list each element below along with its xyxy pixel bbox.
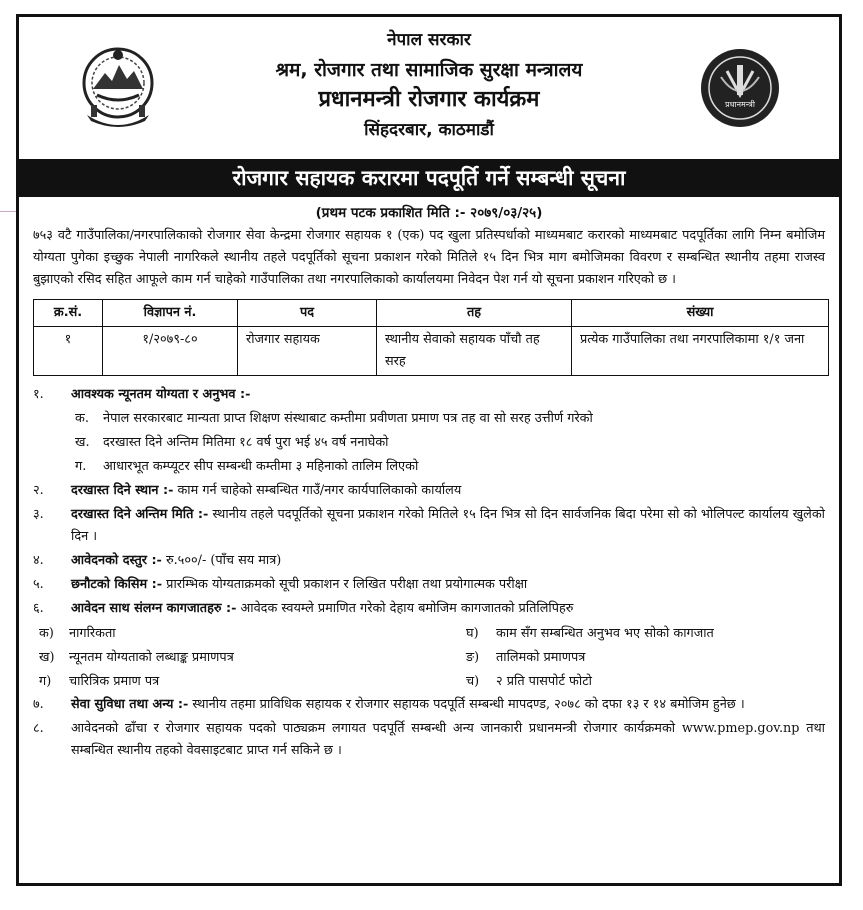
item-title: आवेदनको दस्तुर :- bbox=[71, 553, 162, 568]
document-item bbox=[432, 622, 825, 646]
item-number: ७. bbox=[33, 697, 44, 712]
doc-text: २ प्रति पासपोर्ट फोटो bbox=[496, 674, 592, 689]
doc-marker: ग) bbox=[39, 674, 52, 689]
table-cell: १/२०७९-८० bbox=[103, 327, 238, 376]
list-item bbox=[33, 550, 825, 572]
sub-item bbox=[75, 432, 825, 454]
item-text: काम गर्न चाहेको सम्बन्धित गाउँ/नगर कार्यपालिकाको कार्यालय bbox=[173, 483, 462, 498]
table-cell: प्रत्येक गाउँपालिका तथा नगरपालिकामा १/१ जना bbox=[572, 327, 829, 376]
list-item bbox=[33, 480, 825, 502]
item-text: स्थानीय तहमा प्राविधिक सहायक र रोजगार सहायक पदपूर्ति सम्बन्धी मापदण्ड, २०७८ को दफा १३ र १४ बमोजिम हुनेछ । bbox=[188, 697, 745, 712]
doc-marker: ङ) bbox=[466, 650, 480, 665]
item-title: दरखास्त दिने स्थान :- bbox=[71, 483, 174, 498]
item-text: आवेदनको ढाँचा र रोजगार सहायक पदको पाठ्यक्रम लगायत पदपूर्ति सम्बन्धी अन्य जानकारी प्रधानमन्त्री रोजगार कार्यक्रमको www.pmep.gov.np तथा सम्बन्धित स्थानीय तहको वेवसाइटबाट प्राप्त गर्न सकिने छ । bbox=[71, 721, 825, 758]
item-text: प्रारम्भिक योग्यताक्रमको सूची प्रकाशन र लिखित परीक्षा तथा प्रयोगात्मक परीक्षा bbox=[162, 577, 528, 592]
doc-marker: क) bbox=[39, 626, 54, 641]
item-number: १. bbox=[33, 387, 44, 402]
document-item bbox=[432, 646, 825, 670]
notice-title-banner: रोजगार सहायक करारमा पदपूर्ति गर्ने सम्बन्धी सूचना bbox=[19, 159, 839, 197]
sub-item bbox=[75, 456, 825, 478]
doc-text: काम सँग सम्बन्धित अनुभव भए सोको कागजात bbox=[496, 626, 714, 641]
list-item bbox=[33, 718, 825, 762]
document-item bbox=[432, 670, 825, 694]
ministry-title: श्रम, रोजगार तथा सामाजिक सुरक्षा मन्त्रालय bbox=[275, 59, 583, 81]
sub-text: आधारभूत कम्प्यूटर सीप सम्बन्धी कम्तीमा ३ महिनाको तालिम लिएको bbox=[103, 459, 419, 474]
document-item bbox=[39, 622, 432, 646]
vacancy-table bbox=[33, 299, 829, 376]
sub-marker: ख. bbox=[75, 435, 90, 450]
table-header-cell: क्र.सं. bbox=[34, 300, 103, 327]
notice-items bbox=[33, 384, 825, 762]
margin-line bbox=[0, 211, 16, 212]
notice-header bbox=[19, 17, 839, 159]
item-title: आवश्यक न्यूनतम योग्यता र अनुभव :- bbox=[71, 387, 251, 402]
item-title: सेवा सुविधा तथा अन्य :- bbox=[71, 697, 189, 712]
doc-marker: घ) bbox=[466, 626, 479, 641]
doc-text: तालिमको प्रमाणपत्र bbox=[496, 650, 586, 665]
item-number: ३. bbox=[33, 507, 44, 522]
notice-document bbox=[16, 14, 842, 886]
address: सिंहदरबार, काठमाडौं bbox=[364, 120, 494, 140]
item-text: आवेदक स्वयम्ले प्रमाणित गरेको देहाय बमोजिम कागजातको प्रतिलिपिहरु bbox=[236, 601, 574, 616]
list-item bbox=[33, 598, 825, 620]
table-header-row bbox=[34, 300, 829, 327]
sub-marker: क. bbox=[75, 411, 89, 426]
list-item bbox=[33, 504, 825, 548]
list-item bbox=[33, 384, 825, 406]
table-cell: स्थानीय सेवाको सहायक पाँचौ तह सरह bbox=[377, 327, 572, 376]
sub-item bbox=[75, 408, 825, 430]
table-cell: रोजगार सहायक bbox=[238, 327, 377, 376]
table-cell: १ bbox=[34, 327, 103, 376]
item-title: दरखास्त दिने अन्तिम मिति :- bbox=[71, 507, 209, 522]
item-number: ४. bbox=[33, 553, 44, 568]
sub-text: दरखास्त दिने अन्तिम मितिमा १८ वर्ष पुरा भई ४५ वर्ष ननाघेको bbox=[103, 435, 389, 450]
table-header-cell: तह bbox=[377, 300, 572, 327]
table-header-cell: संख्या bbox=[572, 300, 829, 327]
intro-paragraph: ७५३ वटै गाउँपालिका/नगरपालिकाको रोजगार सेवा केन्द्रमा रोजगार सहायक १ (एक) पद खुला प्रतिस्पर्धाको माध्यमबाट करारको माध्यमबाट पदपूर्तिका लागि निम्न बमोजिम योग्यता पुगेका इच्छुक नेपाली नागरिकले स्थानीय तहले पदपूर्तिको सूचना प्रकाशन गरेको मितिले १५ दिन भित्र माग बमोजिमका विवरण र सम्बन्धित स्थानीय तहमा राजस्व बुझाएको रसिद सहित आफूले काम गर्न चाहेको गाउँपालिका तथा नगरपालिकाको कार्यालयमा निवेदन पेश गर्न यो सूचना प्रकाशन गरिएको छ । bbox=[33, 228, 825, 287]
item-number: ५. bbox=[33, 577, 44, 592]
list-item bbox=[33, 694, 825, 716]
list-item bbox=[33, 574, 825, 596]
pmep-logo-icon bbox=[699, 47, 781, 129]
table-header-cell: विज्ञापन नं. bbox=[103, 300, 238, 327]
sub-text: नेपाल सरकारबाट मान्यता प्राप्त शिक्षण संस्थाबाट कम्तीमा प्रवीणता प्रमाण पत्र तह वा सो सरह उत्तीर्ण गरेको bbox=[103, 411, 593, 426]
document-item bbox=[39, 646, 432, 670]
sub-marker: ग. bbox=[75, 459, 87, 474]
item-text: स्थानीय तहले पदपूर्तिको सूचना प्रकाशन गरेको मितिले १५ दिन भित्र सो दिन सार्वजनिक बिदा परेमा सो को भोलिपल्ट कार्यालय खुलेको दिन । bbox=[71, 507, 825, 544]
document-list bbox=[39, 622, 825, 694]
item-title: छनौटको किसिम :- bbox=[71, 577, 163, 592]
doc-text: न्यूनतम योग्यताको लब्धाङ्क प्रमाणपत्र bbox=[69, 650, 234, 665]
logo-text: प्रधानमन्त्री bbox=[725, 100, 755, 109]
doc-marker: च) bbox=[466, 674, 480, 689]
item-number: ६. bbox=[33, 601, 44, 616]
item-number: २. bbox=[33, 483, 44, 498]
item-number: ८. bbox=[33, 721, 44, 736]
item-title: आवेदन साथ संलग्न कागजातहरु :- bbox=[71, 601, 237, 616]
doc-marker: ख) bbox=[39, 650, 55, 665]
program-title: प्रधानमन्त्री रोजगार कार्यक्रम bbox=[318, 87, 540, 112]
government-title: नेपाल सरकार bbox=[387, 30, 471, 50]
publish-date: (प्रथम पटक प्रकाशित मिति :- २०७९/०३/२५) bbox=[315, 205, 543, 221]
document-item bbox=[39, 670, 432, 694]
doc-text: नागरिकता bbox=[69, 626, 116, 641]
table-row bbox=[34, 327, 829, 376]
table-header-cell: पद bbox=[238, 300, 377, 327]
item-text: रु.५००/- (पाँच सय मात्र) bbox=[161, 553, 282, 568]
doc-text: चारित्रिक प्रमाण पत्र bbox=[69, 674, 160, 689]
